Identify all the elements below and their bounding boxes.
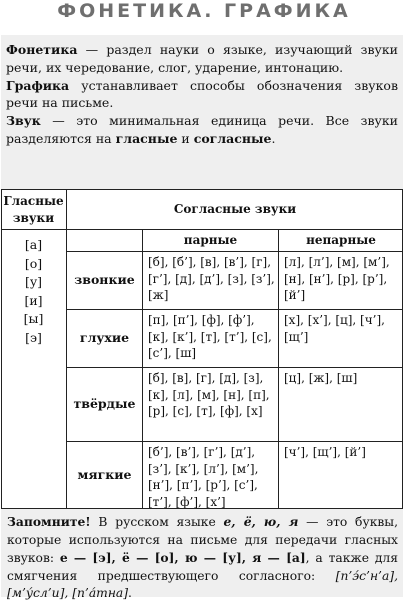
voiced-paired: [б], [б’], [в], [в’], [г], [г’], [д], [д’], [з], [з’], [ж] xyxy=(143,252,279,310)
remember-label: Запомните! xyxy=(7,514,91,529)
vowel-item: [а] xyxy=(24,237,43,252)
vowel-item: [у] xyxy=(24,274,43,289)
row-label-hard: твёрдые xyxy=(67,368,143,442)
remember-text-3: , а также для смягчения предшествующего согласного: xyxy=(7,551,398,583)
vowel-item: [э] xyxy=(25,329,42,345)
remember-text-1: В русском языке xyxy=(90,515,224,529)
remember-block xyxy=(1,508,403,600)
vowel-item: [о] xyxy=(24,255,43,271)
vowel-item: [ы] xyxy=(23,311,44,326)
sound-and: и xyxy=(177,130,194,146)
remember-letters: е, ё, ю, я xyxy=(223,514,299,529)
hard-unpaired: [ц], [ж], [ш] xyxy=(279,368,403,442)
graphics-definition xyxy=(6,77,398,113)
header-paired: парные xyxy=(143,230,279,252)
header-unpaired: непарные xyxy=(279,230,403,252)
sounds-table xyxy=(1,190,403,508)
sound-text-1: — это минимальная единица речи. Все звуки разделяются на xyxy=(6,113,398,146)
sound-end: . xyxy=(271,130,276,146)
remember-text xyxy=(7,513,398,603)
vowels-term: гласные xyxy=(115,130,178,146)
row-label-voiceless: глухие xyxy=(67,310,143,368)
intro-block xyxy=(1,35,403,190)
remember-end: . xyxy=(128,586,132,600)
vowel-item: [и] xyxy=(24,292,43,308)
soft-paired: [б’], [в’], [г’], [д’], [з’], [к’], [л’], [м’], [н’], [п’], [р’], [с’], [т’], [ф’], [х’] xyxy=(143,442,279,508)
consonants-term: согласные xyxy=(193,130,272,146)
subheader-blank xyxy=(67,230,143,252)
page-title: ФОНЕТИКА. ГРАФИКА xyxy=(57,0,351,22)
remember-text-2: — это буквы, которые используются на письме для передачи гласных звуков: xyxy=(7,515,398,565)
phonetics-term: Фонетика xyxy=(6,42,78,57)
voiced-unpaired: [л], [л’], [м], [м’], [н], [н’], [р], [р’], [й’] xyxy=(279,252,403,310)
sound-definition xyxy=(6,112,398,148)
phonetics-text: — раздел науки о языке, изучающий звуки речи, их чередование, слог, ударение, интонацию. xyxy=(6,42,398,75)
voiceless-unpaired: [х], [х’], [ц], [ч’], [щ’] xyxy=(279,310,403,368)
header-vowels: Гласные звуки xyxy=(1,190,67,230)
soft-unpaired: [ч’], [щ’], [й’] xyxy=(284,445,366,459)
remember-map: е — [э], ё — [о], ю — [у], я — [а] xyxy=(59,550,306,565)
vowels-column xyxy=(1,230,67,508)
row-label-voiced: звонкие xyxy=(67,252,143,310)
sound-term: Звук xyxy=(6,113,41,129)
voiceless-paired: [п], [п’], [ф], [ф’], [к], [к’], [т], [т’], [с], [с’], [ш] xyxy=(143,310,279,368)
graphics-text: устанавливает способы обозначения звуков речи на письме. xyxy=(6,77,398,111)
header-consonants: Согласные звуки xyxy=(67,190,403,230)
graphics-term: Графика xyxy=(6,77,70,93)
row-label-soft: мягкие xyxy=(67,442,143,508)
hard-paired: [б], [в], [г], [д], [з], [к], [л], [м], [н], [п], [р], [с], [т], [ф], [х] xyxy=(143,368,279,442)
phonetics-definition xyxy=(6,41,398,77)
remember-examples: [п’э́с’н’а], [м’у́сл’и], [п’а́тна] xyxy=(7,568,398,600)
